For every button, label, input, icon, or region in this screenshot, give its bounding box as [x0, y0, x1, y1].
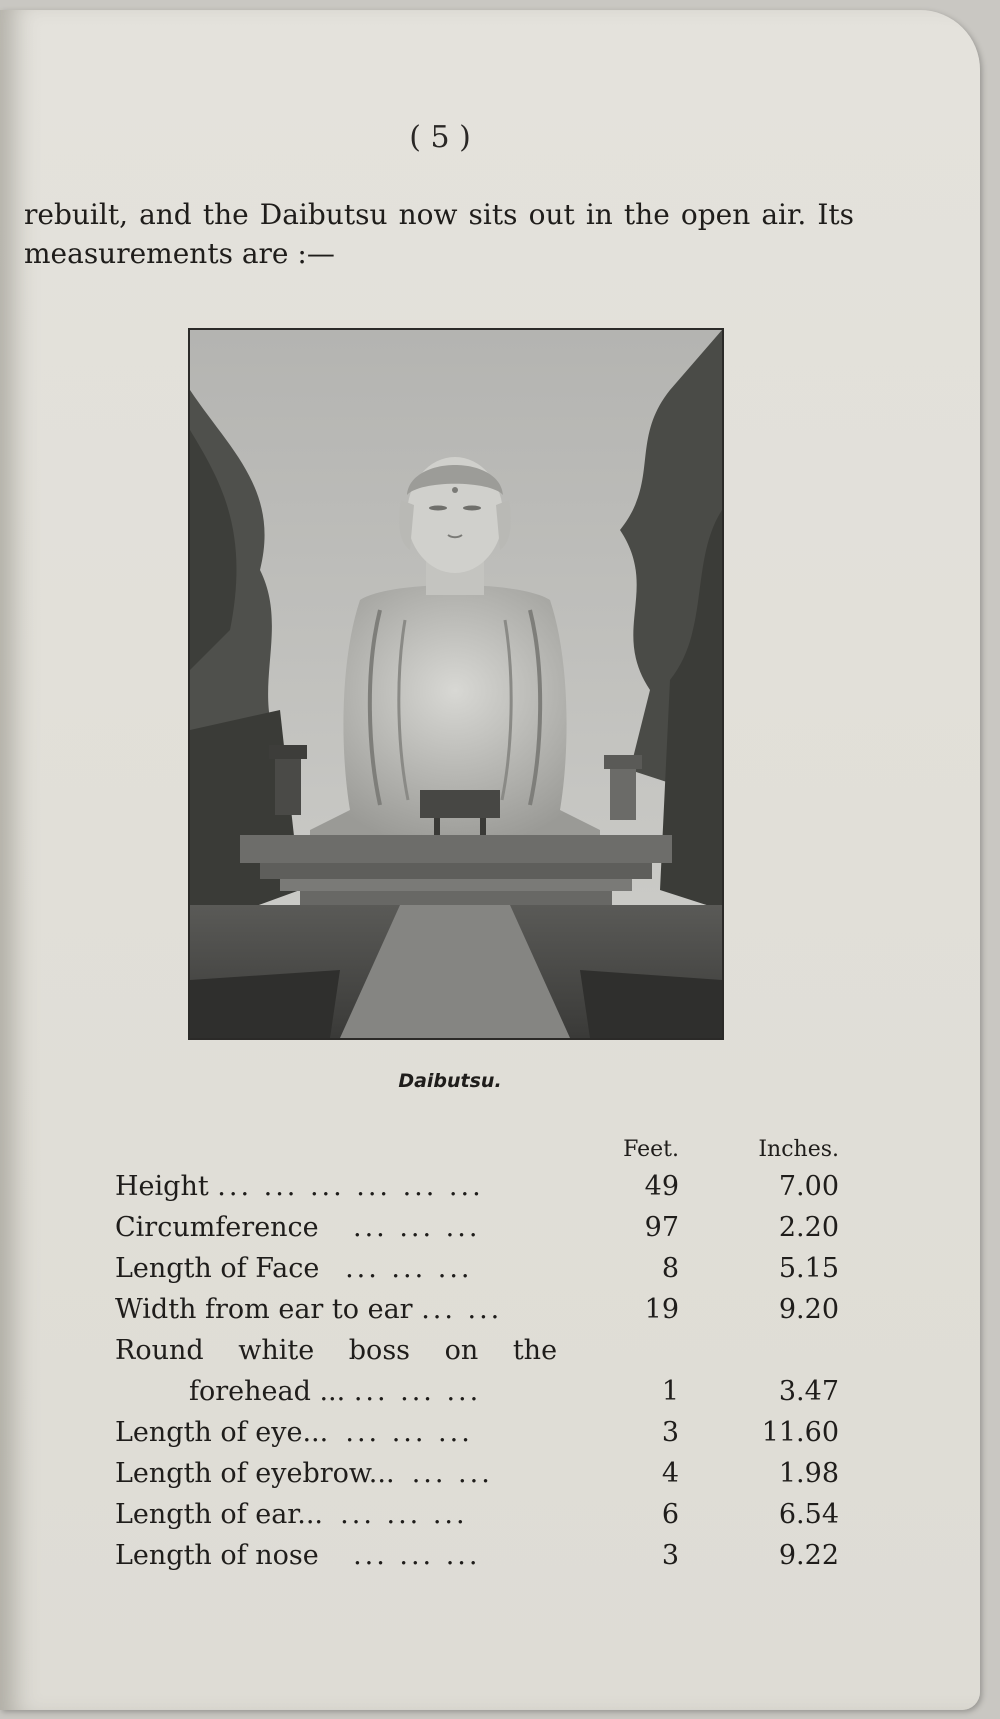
inches-value [679, 1330, 839, 1371]
row-label [115, 1330, 619, 1371]
row-label [115, 1289, 619, 1330]
row-label [115, 1207, 619, 1248]
header-label [115, 1132, 619, 1166]
daibutsu-photograph [188, 328, 724, 1040]
table-row [115, 1412, 839, 1453]
row-label [115, 1535, 619, 1576]
leader-dots: ... ... ... ... ... ... [217, 1171, 484, 1202]
feet-value: 3 [661, 1540, 679, 1571]
leader-dots: ... ... [421, 1294, 503, 1325]
feet-value: 49 [644, 1171, 679, 1202]
row-label [115, 1494, 619, 1535]
feet-value: 19 [644, 1294, 679, 1325]
leader-dots: ... ... ... [353, 1540, 481, 1571]
inches-value: 6.54 [778, 1499, 839, 1530]
feet-value: 4 [661, 1458, 679, 1489]
inches-value: 3.47 [778, 1376, 839, 1407]
table-row [115, 1535, 839, 1576]
leader-dots: ... ... [411, 1458, 493, 1489]
table-row [115, 1166, 839, 1207]
row-label [115, 1248, 619, 1289]
measurement-name: Height [115, 1171, 209, 1202]
table-row [115, 1494, 839, 1535]
row-label [115, 1453, 619, 1494]
measurement-name: Circumference [115, 1212, 319, 1243]
table-row [115, 1248, 839, 1289]
measurement-name: Width from ear to ear [115, 1294, 413, 1325]
feet-value [619, 1330, 679, 1371]
leader-dots: ... ... ... [353, 1376, 482, 1407]
measurement-name: Length of Face [115, 1253, 320, 1284]
header-feet: Feet. [623, 1136, 679, 1162]
inches-value: 7.00 [778, 1171, 839, 1202]
photograph-illustration [190, 330, 722, 1038]
figure-caption: Daibutsu. [398, 1070, 502, 1092]
row-label [115, 1166, 619, 1207]
leader-dots: ... ... ... [345, 1253, 473, 1284]
feet-value: 97 [644, 1212, 679, 1243]
table-row [115, 1453, 839, 1494]
table-header-row [115, 1132, 839, 1166]
inches-value: 2.20 [778, 1212, 839, 1243]
feet-value: 6 [661, 1499, 679, 1530]
row-label [115, 1371, 619, 1412]
book-page [0, 10, 980, 1710]
measurement-name: Length of ear... [115, 1499, 323, 1530]
feet-value: 8 [661, 1253, 679, 1284]
inches-value: 11.60 [761, 1417, 839, 1448]
table-row [115, 1289, 839, 1330]
table-row [115, 1371, 839, 1412]
measurement-name: forehead ... [189, 1376, 346, 1407]
header-inches: Inches. [758, 1136, 839, 1162]
intro-paragraph: rebuilt, and the Daibutsu now sits out in the open air. Its measurements are :— [24, 198, 854, 270]
feet-value: 1 [661, 1376, 679, 1407]
inches-value: 9.20 [778, 1294, 839, 1325]
measurement-name: Length of eye... [115, 1417, 329, 1448]
page-number: ( 5 ) [409, 120, 471, 155]
leader-dots: ... ... ... [340, 1499, 468, 1530]
measurement-name: Round white boss on the [115, 1335, 558, 1366]
leader-dots: ... ... ... [345, 1417, 473, 1448]
inches-value: 1.98 [778, 1458, 839, 1489]
measurement-name: Length of nose [115, 1540, 319, 1571]
measurement-name: Length of eyebrow... [115, 1458, 395, 1489]
table-row [115, 1207, 839, 1248]
leader-dots: ... ... ... [353, 1212, 481, 1243]
inches-value: 5.15 [778, 1253, 839, 1284]
table-row [115, 1330, 839, 1371]
feet-value: 3 [661, 1417, 679, 1448]
measurements-table [115, 1132, 839, 1576]
inches-value: 9.22 [778, 1540, 839, 1571]
row-label [115, 1412, 619, 1453]
